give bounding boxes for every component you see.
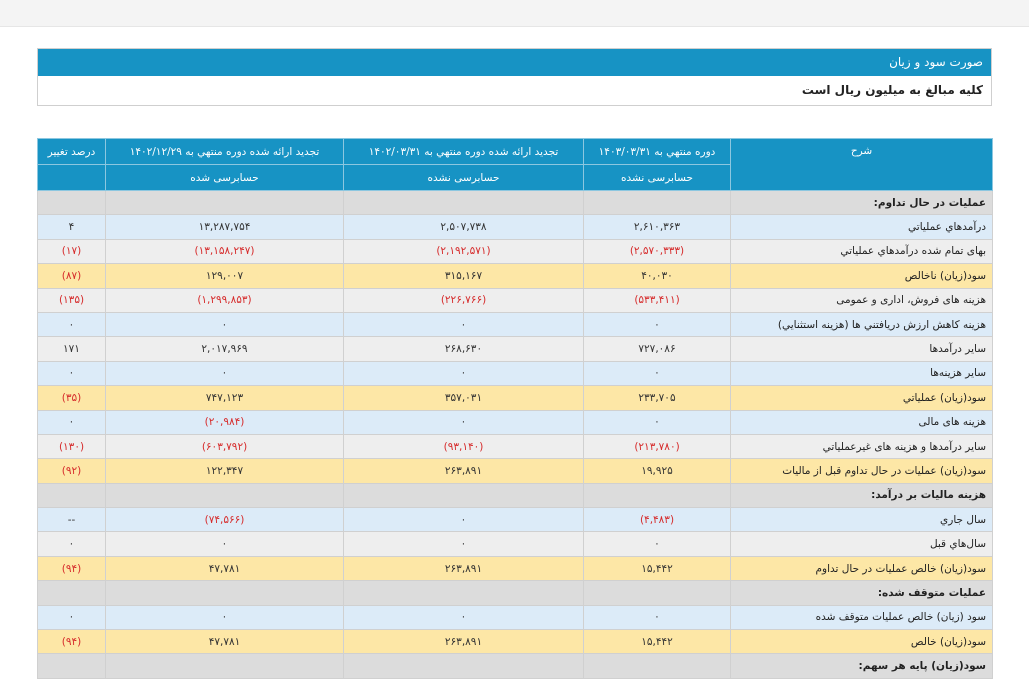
cell-current-period: ۱۵,۴۴۲: [584, 556, 731, 580]
col-restated-year: تجديد ارائه شده دوره منتهي به ۱۴۰۲/۱۲/۲۹: [106, 139, 344, 165]
cell-description: درآمدهاي عملياتي: [731, 215, 993, 239]
cell-restated-prev: (۹۳,۱۴۰): [344, 434, 584, 458]
cell-restated-prev: [344, 483, 584, 507]
cell-pct-change: [38, 191, 106, 215]
cell-description: ساير هزينه‌ها: [731, 361, 993, 385]
cell-description: ساير درآمدها: [731, 337, 993, 361]
table-row: [38, 239, 993, 263]
col-restated-year-status: حسابرسی شده: [106, 165, 344, 191]
table-row: [38, 288, 993, 312]
cell-current-period: ۰: [584, 532, 731, 556]
col-pct-change-status: [38, 165, 106, 191]
cell-restated-year: (۷۴,۵۶۶): [106, 508, 344, 532]
cell-restated-prev: ۲,۵۰۷,۷۳۸: [344, 215, 584, 239]
cell-pct-change: ۱۷۱: [38, 337, 106, 361]
cell-restated-prev: ۲۶۳,۸۹۱: [344, 630, 584, 654]
table-row: [38, 386, 993, 410]
cell-description: سود(زيان) پايه هر سهم:: [731, 654, 993, 678]
cell-current-period: [584, 654, 731, 678]
cell-current-period: ۰: [584, 361, 731, 385]
cell-restated-year: (۱۳,۱۵۸,۲۴۷): [106, 239, 344, 263]
cell-description: عمليات در حال تداوم:: [731, 191, 993, 215]
table-row: [38, 605, 993, 629]
cell-pct-change: [38, 581, 106, 605]
cell-restated-year: (۲۰,۹۸۴): [106, 410, 344, 434]
cell-current-period: ۱۵,۴۴۲: [584, 630, 731, 654]
cell-description: سود(زيان) خالص: [731, 630, 993, 654]
report-title: صورت سود و زیان: [38, 49, 991, 76]
table-row: [38, 434, 993, 458]
cell-current-period: ۷۲۷,۰۸۶: [584, 337, 731, 361]
col-pct-change: درصد تغيير: [38, 139, 106, 165]
cell-restated-year: ۰: [106, 532, 344, 556]
cell-pct-change: (۸۷): [38, 264, 106, 288]
cell-description: هزينه کاهش ارزش دريافتني ها (هزينه استثنايي): [731, 312, 993, 336]
report-subtitle: کلیه مبالغ به میلیون ریال است: [38, 76, 991, 105]
top-strip: [0, 0, 1029, 27]
cell-restated-prev: ۰: [344, 312, 584, 336]
cell-restated-year: [106, 483, 344, 507]
cell-description: سود(زيان) ناخالص: [731, 264, 993, 288]
cell-current-period: ۰: [584, 605, 731, 629]
cell-description: ساير درآمدها و هزينه هاى غيرعملياتي: [731, 434, 993, 458]
table-row: [38, 556, 993, 580]
col-restated-prev-status: حسابرسی نشده: [344, 165, 584, 191]
cell-restated-year: [106, 581, 344, 605]
cell-pct-change: ۰: [38, 605, 106, 629]
cell-current-period: (۲,۵۷۰,۳۳۳): [584, 239, 731, 263]
cell-description: سال جاري: [731, 508, 993, 532]
cell-restated-prev: [344, 581, 584, 605]
table-row: [38, 459, 993, 483]
report-header: [37, 48, 992, 106]
cell-restated-year: ۴۷,۷۸۱: [106, 630, 344, 654]
cell-restated-year: ۲,۰۱۷,۹۶۹: [106, 337, 344, 361]
cell-description: سود(زيان) عمليات در حال تداوم قبل از ماليات: [731, 459, 993, 483]
section-row: [38, 581, 993, 605]
cell-current-period: ۲,۶۱۰,۳۶۳: [584, 215, 731, 239]
table-row: [38, 630, 993, 654]
cell-pct-change: ۰: [38, 532, 106, 556]
income-statement-table: [37, 138, 993, 679]
cell-restated-prev: ۲۶۳,۸۹۱: [344, 459, 584, 483]
cell-pct-change: ۴: [38, 215, 106, 239]
cell-pct-change: [38, 654, 106, 678]
cell-pct-change: ۰: [38, 410, 106, 434]
cell-current-period: ۰: [584, 410, 731, 434]
cell-current-period: ۴۰,۰۳۰: [584, 264, 731, 288]
cell-restated-year: (۶۰۳,۷۹۲): [106, 434, 344, 458]
cell-restated-prev: ۰: [344, 605, 584, 629]
cell-description: بهاى تمام شده درآمدهاي عملياتي: [731, 239, 993, 263]
table-row: [38, 532, 993, 556]
cell-pct-change: --: [38, 508, 106, 532]
cell-restated-year: ۱۳,۲۸۷,۷۵۴: [106, 215, 344, 239]
cell-current-period: [584, 581, 731, 605]
cell-restated-prev: [344, 191, 584, 215]
cell-pct-change: [38, 483, 106, 507]
cell-restated-prev: (۲۲۶,۷۶۶): [344, 288, 584, 312]
table-row: [38, 410, 993, 434]
cell-pct-change: (۳۵): [38, 386, 106, 410]
cell-pct-change: ۰: [38, 361, 106, 385]
cell-pct-change: (۹۴): [38, 630, 106, 654]
cell-current-period: (۵۳۳,۴۱۱): [584, 288, 731, 312]
col-description: شرح: [731, 139, 993, 191]
cell-restated-prev: ۰: [344, 508, 584, 532]
cell-pct-change: ۰: [38, 312, 106, 336]
table-row: [38, 361, 993, 385]
section-row: [38, 654, 993, 678]
cell-pct-change: (۹۲): [38, 459, 106, 483]
table-header: [38, 139, 993, 191]
cell-pct-change: (۱۳۵): [38, 288, 106, 312]
cell-restated-year: ۰: [106, 605, 344, 629]
cell-description: هزينه هاى مالی: [731, 410, 993, 434]
cell-restated-year: [106, 654, 344, 678]
table-row: [38, 508, 993, 532]
cell-restated-year: ۰: [106, 312, 344, 336]
header-row-1: [38, 139, 993, 165]
col-current-period: دوره منتهي به ۱۴۰۳/۰۳/۳۱: [584, 139, 731, 165]
cell-restated-year: (۱,۲۹۹,۸۵۳): [106, 288, 344, 312]
cell-description: سود(زيان) خالص عمليات در حال تداوم: [731, 556, 993, 580]
cell-pct-change: (۱۷): [38, 239, 106, 263]
cell-restated-prev: ۳۱۵,۱۶۷: [344, 264, 584, 288]
cell-restated-prev: ۰: [344, 361, 584, 385]
table-row: [38, 215, 993, 239]
cell-pct-change: (۱۳۰): [38, 434, 106, 458]
cell-restated-prev: [344, 654, 584, 678]
table-row: [38, 264, 993, 288]
section-row: [38, 483, 993, 507]
cell-current-period: (۲۱۳,۷۸۰): [584, 434, 731, 458]
table-row: [38, 312, 993, 336]
cell-pct-change: (۹۴): [38, 556, 106, 580]
section-row: [38, 191, 993, 215]
cell-restated-year: ۰: [106, 361, 344, 385]
cell-description: عمليات متوقف شده:: [731, 581, 993, 605]
table-body: [38, 191, 993, 679]
cell-restated-prev: ۲۶۳,۸۹۱: [344, 556, 584, 580]
cell-restated-year: ۴۷,۷۸۱: [106, 556, 344, 580]
cell-restated-prev: (۲,۱۹۲,۵۷۱): [344, 239, 584, 263]
cell-current-period: [584, 191, 731, 215]
cell-description: هزينه ماليات بر درآمد:: [731, 483, 993, 507]
col-current-period-status: حسابرسی نشده: [584, 165, 731, 191]
cell-restated-prev: ۰: [344, 410, 584, 434]
cell-description: سود(زيان) عملياتي: [731, 386, 993, 410]
cell-restated-year: [106, 191, 344, 215]
cell-current-period: ۱۹,۹۲۵: [584, 459, 731, 483]
col-restated-prev: تجديد ارائه شده دوره منتهي به ۱۴۰۲/۰۳/۳۱: [344, 139, 584, 165]
cell-current-period: [584, 483, 731, 507]
cell-description: سود (زيان) خالص عمليات متوقف شده: [731, 605, 993, 629]
cell-restated-year: ۱۲۲,۳۴۷: [106, 459, 344, 483]
table-row: [38, 337, 993, 361]
cell-restated-year: ۱۲۹,۰۰۷: [106, 264, 344, 288]
cell-description: سال‌هاي قبل: [731, 532, 993, 556]
cell-current-period: (۴,۴۸۳): [584, 508, 731, 532]
cell-restated-prev: ۲۶۸,۶۳۰: [344, 337, 584, 361]
cell-current-period: ۲۳۳,۷۰۵: [584, 386, 731, 410]
cell-description: هزينه هاى فروش، اداری و عمومی: [731, 288, 993, 312]
cell-current-period: ۰: [584, 312, 731, 336]
cell-restated-year: ۷۴۷,۱۲۳: [106, 386, 344, 410]
cell-restated-prev: ۳۵۷,۰۳۱: [344, 386, 584, 410]
cell-restated-prev: ۰: [344, 532, 584, 556]
